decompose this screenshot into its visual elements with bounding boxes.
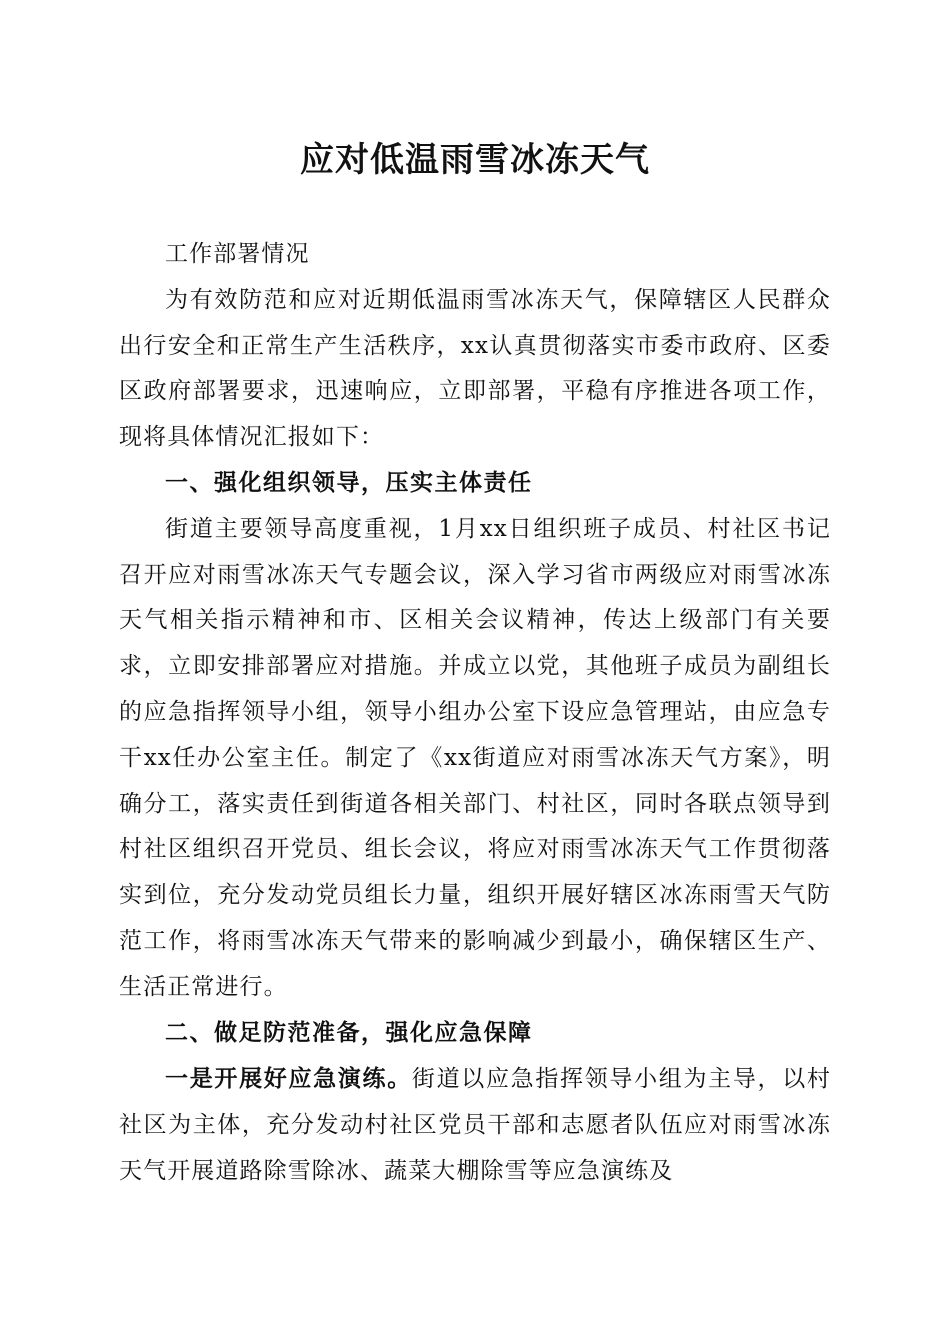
- document-title: 应对低温雨雪冰冻天气: [300, 140, 650, 180]
- section-2-text: 街道以应急指挥领导小组为主导，以村社区为主体，充分发动村社区党员干部和志愿者队伍应对雨雪冰冻天气开展道路除雪除冰、蔬菜大棚除雪等应急演练及: [119, 1066, 832, 1184]
- section-2-paragraph: [119, 1056, 831, 1194]
- section-1-paragraph: 街道主要领导高度重视，1月xx日组织班子成员、村社区书记召开应对雨雪冰冻天气专题会议，深入学习省市两级应对雨雪冰冻天气相关指示精神和市、区相关会议精神，传达上级部门有关要求，立即安排部署应对措施。并成立以党，其他班子成员为副组长的应急指挥领导小组，领导小组办公室下设应急管理站，由应急专干xx任办公室主任。制定了《xx街道应对雨雪冰冻天气方案》，明确分工，落实责任到街道各相关部门、村社区，同时各联点领导到村社区组织召开党员、组长会议，将应对雨雪冰冻天气工作贯彻落实到位，充分发动党员组长力量，组织开展好辖区冰冻雨雪天气防范工作，将雨雪冰冻天气带来的影响减少到最小，确保辖区生产、生活正常进行。: [119, 515, 831, 1000]
- section-2-heading: 二、做足防范准备，强化应急保障: [165, 1019, 533, 1046]
- document-body: [119, 232, 831, 1195]
- intro-paragraph: 为有效防范和应对近期低温雨雪冰冻天气，保障辖区人民群众出行安全和正常生产生活秩序，xx认真贯彻落实市委市政府、区委区政府部署要求，迅速响应，立即部署，平稳有序推进各项工作，现将具体情况汇报如下：: [119, 286, 831, 451]
- subtitle: 工作部署情况: [165, 241, 310, 267]
- section-1-heading: 一、强化组织领导，压实主体责任: [165, 469, 533, 496]
- section-2-lead: 一是开展好应急演练。: [165, 1065, 412, 1093]
